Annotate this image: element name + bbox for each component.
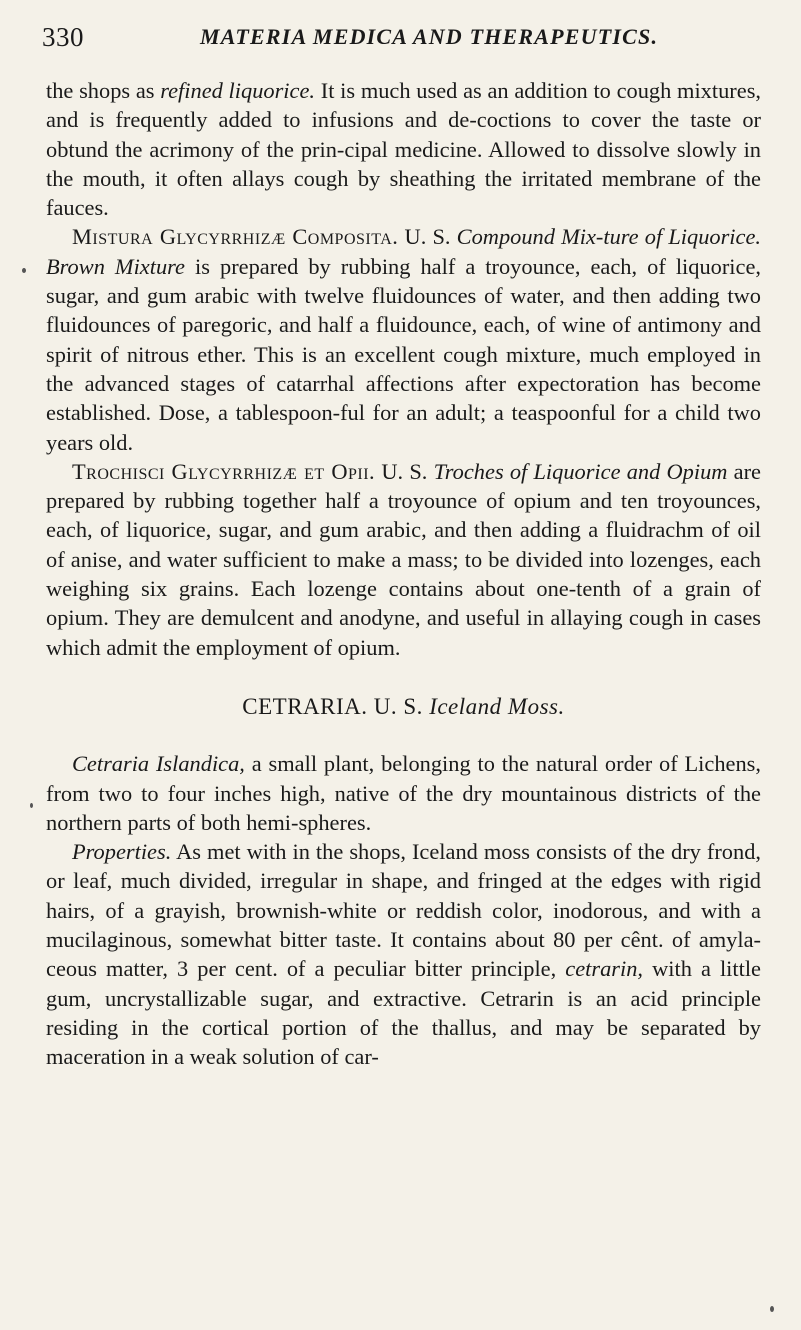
drug-name: Trochisci Glycyrrhizæ et Opii. — [72, 458, 376, 484]
margin-speck-mark — [22, 268, 26, 273]
paragraph-cetraria: Cetraria Islandica, a small plant, belonging to the natural order of Lichens, from two to four inches high, native of the dry mountainous districts of the northern parts of both hemi-spheres. — [46, 751, 761, 835]
body-text — [46, 76, 761, 1072]
page-number: 330 — [42, 22, 84, 52]
section-heading: CETRARIA. U. S. Iceland Moss. — [242, 693, 565, 719]
paragraph-trochisci: Trochisci Glycyrrhizæ et Opii. U. S. Troches of Liquorice and Opium are prepared by rubbing together half a troyounce of opium and ten troyounces, each, of liquorice, sugar, and gum arabic, and then adding a fluidrachm of oil of anise, and water sufficient to make a mass; to be divided into lozenges, each weighing six grains. Each lozenge contains about one-tenth of a grain of opium. They are demulcent and anodyne, and useful in allaying cough in cases which admit the employment of opium. — [46, 458, 761, 660]
page-header — [42, 18, 762, 58]
paragraph-mistura: Mistura Glycyrrhizæ Composita. U. S. Compound Mix-ture of Liquorice. Brown Mixture is prepared by rubbing half a troyounce, each, of liquorice, sugar, and gum arabic with twelve fluidounces of water, and then adding two fluidounces of paregoric, and half a fluidounce, each, of wine of antimony and spirit of nitrous ether. This is an excellent cough mixture, much employed in the advanced stages of catarrhal affections after expectoration has become established. Dose, a tablespoon-ful for an adult; a teaspoonful for a child two years old. — [46, 224, 761, 455]
margin-speck-mark — [30, 803, 33, 808]
running-head: MATERIA MEDICA AND THERAPEUTICS. — [200, 24, 659, 49]
paragraph-refined-liquorice: the shops as refined liquorice. It is much used as an addition to cough mixtures, and is frequently added to infusions and de-coctions to cover the taste or obtund the acrimony of the prin-cipal medicine. Allowed to dissolve slowly in the mouth, it often allays cough by sheathing the irritated membrane of the fauces. — [46, 78, 762, 221]
margin-speck-mark — [770, 1306, 774, 1312]
paragraph-properties: Properties. As met with in the shops, Iceland moss consists of the dry frond, or leaf, much divided, irregular in shape, and fringed at the edges with rigid hairs, of a grayish, brownish-white or reddish color, inodorous, and with a mucilaginous, somewhat bitter taste. It contains about 80 per cênt. of amyla-ceous matter, 3 per cent. of a peculiar bitter principle, cetrarin, with a little gum, uncrystallizable sugar, and extractive. Cetrarin is an acid principle residing in the cortical portion of the thallus, and may be separated by maceration in a weak solution of car- — [46, 839, 761, 1070]
drug-name: Mistura Glycyrrhizæ Composita. — [72, 224, 399, 250]
